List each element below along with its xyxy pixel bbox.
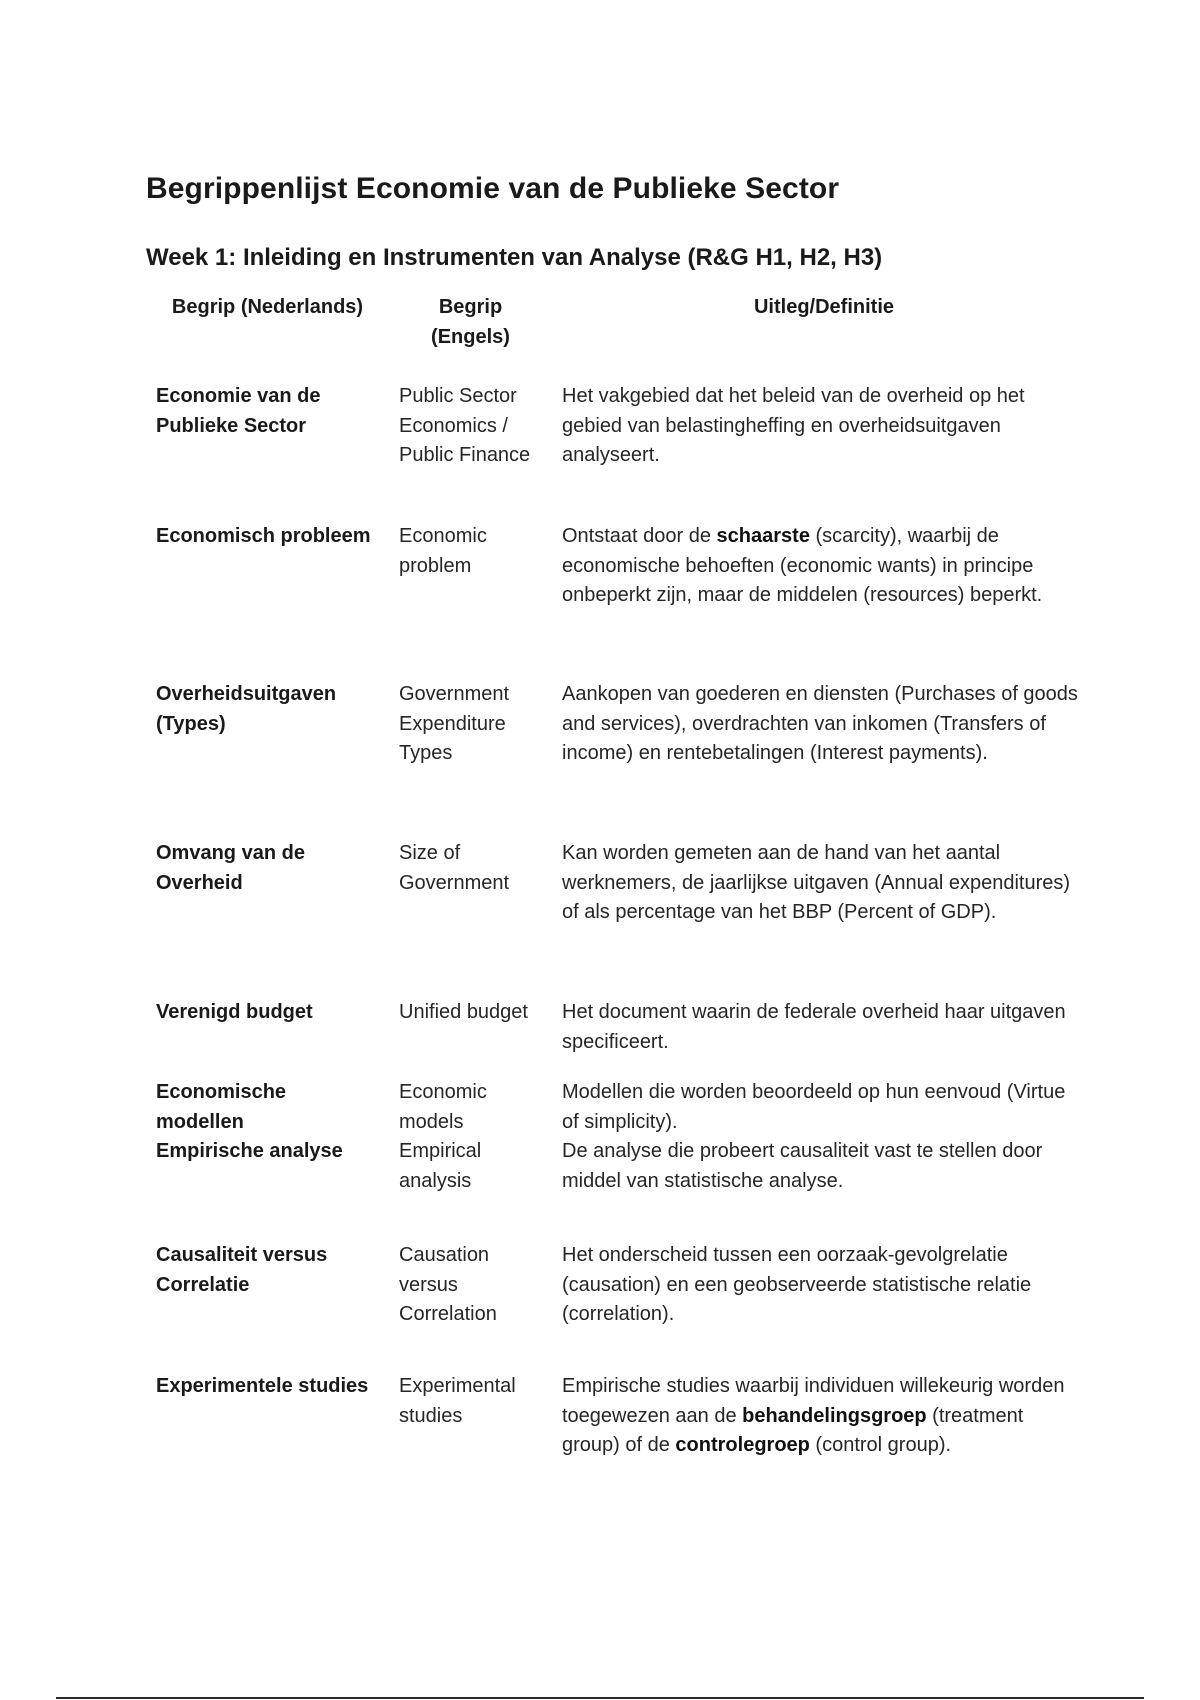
table-row [146, 998, 1096, 1078]
term-definition: Modellen die worden beoordeeld op hun eenvoud (Virtue of simplicity). [562, 1081, 1066, 1133]
bold-term: schaarste [716, 525, 810, 547]
bold-term: controlegroep [675, 1434, 810, 1456]
table-row [146, 1137, 1096, 1241]
term-definition: Het onderscheid tussen een oorzaak-gevolgrelatie (causation) en een geobserveerde statistische relatie (correlation). [562, 1244, 1032, 1325]
term-dutch: Experimentele studies [156, 1375, 369, 1397]
term-definition: Empirische studies waarbij individuen willekeurig worden toegewezen aan de behandelingsgroep (treatment group) of de controlegroep (control group). [562, 1375, 1065, 1456]
term-english: Unified budget [399, 1001, 528, 1023]
footer-divider [56, 1697, 1144, 1699]
header-definition: Uitleg/Definitie [753, 296, 894, 318]
table-row [146, 839, 1096, 998]
term-definition: Het vakgebied dat het beleid van de overheid op het gebied van belastingheffing en overheidsuitgaven analyseert. [562, 385, 1025, 466]
header-term-english: Begrip (Engels) [431, 296, 510, 348]
term-english: Causation versus Correlation [399, 1244, 497, 1325]
document-title: Begrippenlijst Economie van de Publieke Sector [146, 172, 840, 205]
term-dutch: Empirische analyse [156, 1140, 343, 1162]
term-english: Public Sector Economics / Public Finance [399, 385, 531, 466]
term-dutch: Economie van de Publieke Sector [156, 385, 321, 437]
term-definition: Aankopen van goederen en diensten (Purchases of goods and services), overdrachten van inkomen (Transfers of income) en rentebetalingen (Interest payments). [562, 683, 1078, 764]
term-english: Government Expenditure Types [399, 683, 510, 764]
term-definition: Het document waarin de federale overheid haar uitgaven specificeert. [562, 1001, 1066, 1053]
term-english: Economic models [399, 1081, 487, 1133]
week-heading: Week 1: Inleiding en Instrumenten van Analyse (R&G H1, H2, H3) [146, 244, 883, 271]
table-row [146, 1078, 1096, 1137]
term-english: Experimental studies [399, 1375, 516, 1427]
term-definition: Kan worden gemeten aan de hand van het aantal werknemers, de jaarlijkse uitgaven (Annual expenditures) of als percentage van het BBP (Percent of GDP). [562, 842, 1071, 923]
term-definition: De analyse die probeert causaliteit vast te stellen door middel van statistische analyse. [562, 1140, 1043, 1192]
term-english: Economic problem [399, 525, 487, 577]
table-row [146, 1372, 1096, 1492]
term-dutch: Omvang van de Overheid [156, 842, 305, 894]
table-row [146, 522, 1096, 680]
term-english: Empirical analysis [399, 1140, 482, 1192]
term-dutch: Causaliteit versus Correlatie [156, 1244, 328, 1296]
table-header-row [146, 292, 1096, 382]
table-row [146, 680, 1096, 839]
term-definition: Ontstaat door de schaarste (scarcity), waarbij de economische behoeften (economic wants) in principe onbeperkt zijn, maar de middelen (resources) beperkt. [562, 525, 1043, 606]
term-dutch: Overheidsuitgaven (Types) [156, 683, 337, 735]
table-row [146, 382, 1096, 522]
term-dutch: Verenigd budget [156, 1001, 313, 1023]
table-row [146, 1241, 1096, 1372]
bold-term: behandelingsgroep [742, 1404, 927, 1427]
term-english: Size of Government [399, 842, 510, 894]
header-term-dutch: Begrip (Nederlands) [171, 296, 364, 318]
term-dutch: Economische modellen [156, 1081, 287, 1133]
glossary-table [146, 292, 1096, 1492]
term-dutch: Economisch probleem [156, 525, 371, 547]
